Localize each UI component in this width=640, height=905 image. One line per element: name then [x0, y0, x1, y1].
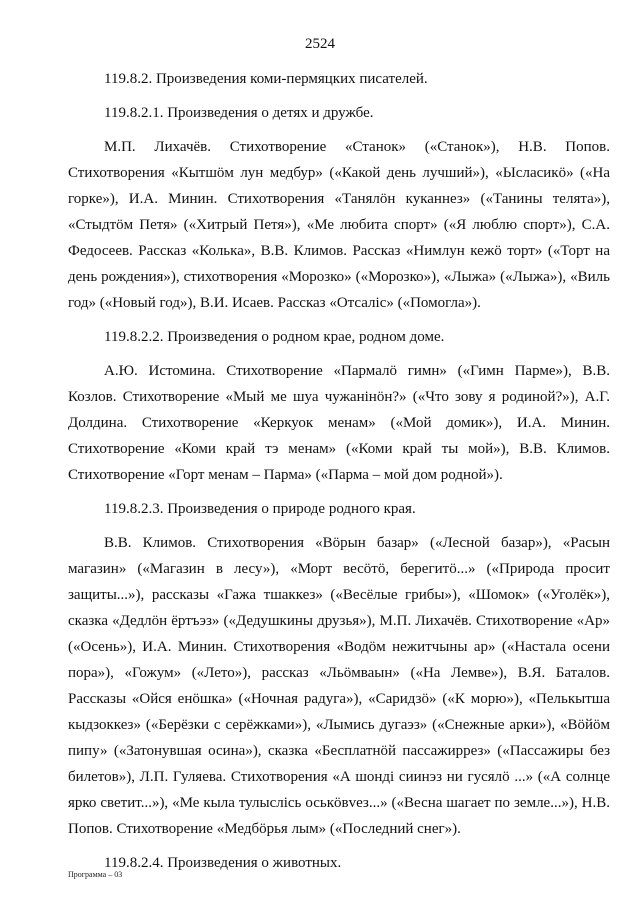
page-footer: Программа – 03 — [68, 870, 123, 879]
section-heading-119-8-2-3: 119.8.2.3. Произведения о природе родного края. — [104, 501, 416, 517]
paragraph-children-friendship: М.П. Лихачёв. Стихотворение «Станок» («Станок»), Н.В. Попов. Стихотворения «Кытшӧм лун медбур» («Какой день лучший»), «Ыcласикӧ» («На горке»), И.А. Минин. Стихотворения «Танялӧн куканнез» («Танины телята»), «Стыдтӧм Петя» («Хитрый Петя»), «Ме любита спорт» («Я люблю спорт»), С.А. Федосеев. Рассказ «Колька», В.В. Климов. Рассказ «Нимлун кежӧ торт» («Торт на день рождения»), стихотворения «Морозко» («Морозко»), «Лыжа» («Лыжа»), «Виль год» («Новый год»), В.И. Исаев. Рассказ «Отсаліс» («Помогла»). — [68, 139, 610, 311]
section-heading-119-8-2-1: 119.8.2.1. Произведения о детях и дружбе. — [104, 105, 374, 121]
document-body — [68, 66, 610, 884]
section-heading-119-8-2: 119.8.2. Произведения коми-пермяцких писателей. — [104, 71, 428, 87]
section-heading-119-8-2-2: 119.8.2.2. Произведения о родном крае, родном доме. — [104, 329, 445, 345]
page-number: 2524 — [305, 36, 335, 52]
paragraph-native-land: А.Ю. Истомина. Стихотворение «Пармалӧ гимн» («Гимн Парме»), В.В. Козлов. Стихотворение «Мый ме шуа чужанінӧн?» («Что зову я родиной?»), А.Г. Долдина. Стихотворение «Керкуок менам» («Мой домик»), И.А. Минин. Стихотворение «Коми край тэ менам» («Коми край ты мой»), В.В. Климов. Стихотворение «Горт менам – Парма» («Парма – мой дом родной»). — [68, 363, 610, 483]
paragraph-nature: В.В. Климов. Стихотворения «Вӧрын базар» («Лесной базар»), «Расын магазин» («Магазин в лесу»), «Морт весӧтӧ, берегитӧ...» («Природа просит защиты...»), рассказы «Гажа тшаккез» («Весёлые грибы»), «Шомок» («Уголёк»), сказка «Дедлӧн ёртъэз» («Дедушкины друзья»), М.П. Лихачёв. Стихотворение «Ар» («Осень»), И.А. Минин. Стихотворения «Водӧм нежитчыны ар» («Настала осени пора»), «Гожум» («Лето»), рассказ «Льӧмваын» («На Лемве»), В.Я. Баталов. Рассказы «Ойся енӧшка» («Ночная радуга»), «Саридзӧ» («К морю»), «Пелькытша кыдзоккез» («Берёзки с серёжками»), «Лымись дугаэз» («Снежные арки»), «Вӧйӧм пипу» («Затонувшая осина»), сказка «Бесплатнӧй пассажиррез» («Пассажиры без билетов»), Л.П. Гуляева. Стихотворения «А шонді сиинэз ни гусялӧ ...» («А солнце ярко светит...»), «Ме кыла тулыслісь оськӧвvез...» («Весна шагает по земле...»), Н.В. Попов. Стихотворение «Медбӧрья лым» («Последний снег»). — [68, 535, 610, 837]
section-heading-119-8-2-4: 119.8.2.4. Произведения о животных. — [104, 855, 342, 871]
